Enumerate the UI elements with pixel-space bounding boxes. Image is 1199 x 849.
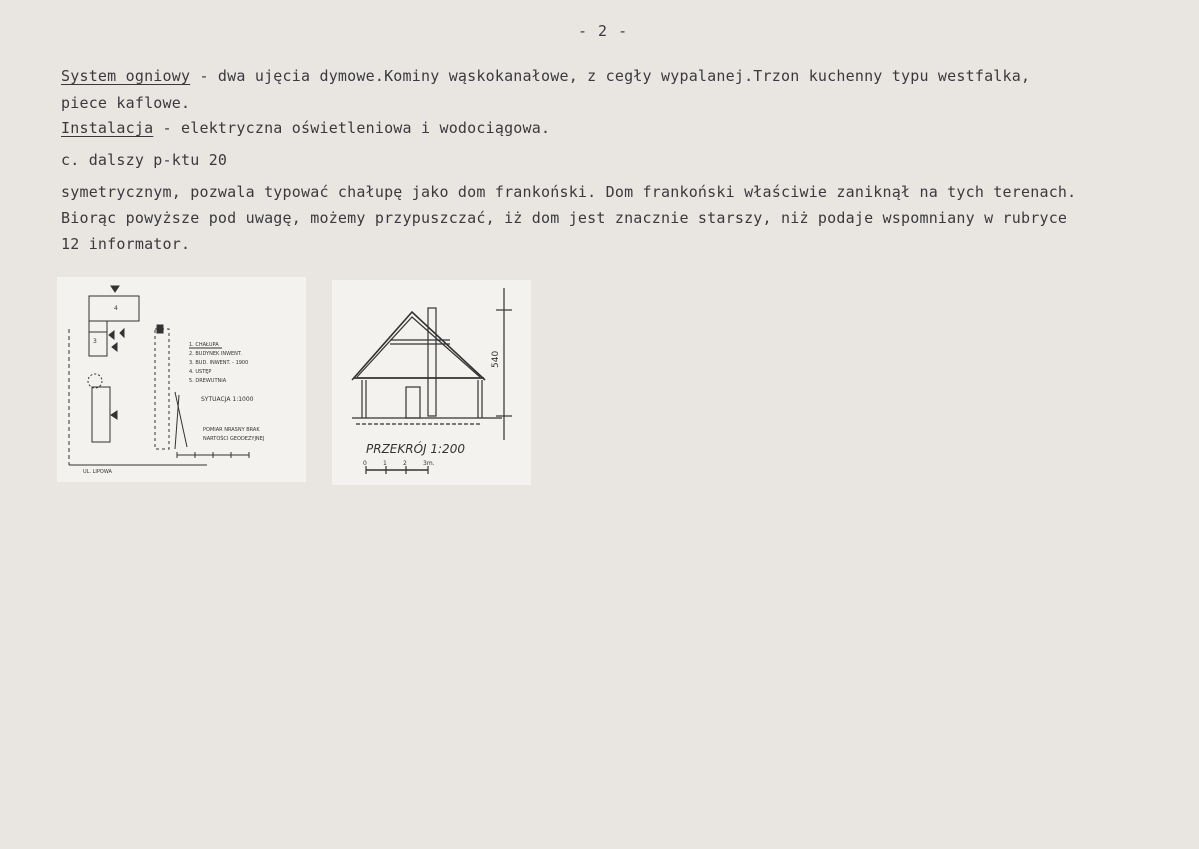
paragraph-line-3 [61, 119, 550, 137]
chimney [428, 308, 436, 416]
building-1 [155, 329, 169, 449]
section-title: PRZEKRÓJ 1:200 [366, 442, 465, 456]
street-label: UL. LIPOWA [83, 469, 112, 475]
paragraph-line-2: piece kaflowe. [61, 94, 191, 112]
building-4 [92, 387, 110, 442]
note-line-1: POMIAR NRASNY BRAK [203, 427, 260, 433]
door [406, 387, 420, 418]
page-number: - 2 - [578, 22, 629, 40]
scale-tick-1: 1 [383, 460, 387, 467]
paragraph-line-5: symetrycznym, pozwala typować chałupę jako dom frankoński. Dom frankoński właściwie zaniknął na tych terenach. [61, 183, 1077, 201]
line-3-text: - elektryczna oświetleniowa i wodociągowa. [153, 119, 551, 137]
north-arrow-icon [111, 286, 119, 292]
building-2-label: 3 [93, 338, 97, 345]
heading-system-ogniowy: System ogniowy [61, 67, 191, 85]
note-line-2: NARTOŚCI GEODEZYJNEJ [203, 436, 265, 442]
legend-item-1: 1. CHAŁUPA [189, 342, 219, 348]
paragraph-line-4: c. dalszy p-ktu 20 [61, 151, 228, 169]
building-2 [89, 321, 107, 356]
paragraph-line-7: 12 informator. [61, 235, 191, 253]
line-1-text: - dwa ujęcia dymowe.Kominy wąskokanałowe, z cegły wypalanej.Trzon kuchenny typu westfalka, [190, 67, 1031, 85]
legend-item-3: 3. BUD. INWENT. - 1900 [189, 360, 249, 366]
scale-label: SYTUACJA 1:1000 [201, 396, 254, 403]
scale-tick-2: 2 [403, 460, 407, 467]
legend-item-2: 2. BUDYNEK INWENT. [189, 351, 242, 357]
cross-section-drawing [332, 280, 531, 485]
building-3-label: 4 [114, 305, 118, 312]
scale-tick-0: 0 [363, 460, 367, 467]
dimension-label: 540 [491, 350, 501, 368]
site-plan-figure [57, 277, 306, 482]
paragraph-line-6: Biorąc powyższe pod uwagę, możemy przypuszczać, iż dom jest znacznie starszy, niż podaje wspomniany w rubryce [61, 209, 1068, 227]
building-1-label: 2 [159, 325, 163, 331]
tree-icon [88, 374, 102, 388]
heading-instalacja: Instalacja [61, 119, 154, 137]
paragraph-line-1 [61, 67, 1030, 85]
cross-section-figure [332, 280, 531, 485]
site-plan-drawing [57, 277, 306, 482]
scale-tick-3: 3m. [423, 460, 435, 467]
legend-item-5: 5. DREWUTNIA [189, 378, 227, 384]
legend-item-4: 4. USTĘP [189, 369, 212, 375]
